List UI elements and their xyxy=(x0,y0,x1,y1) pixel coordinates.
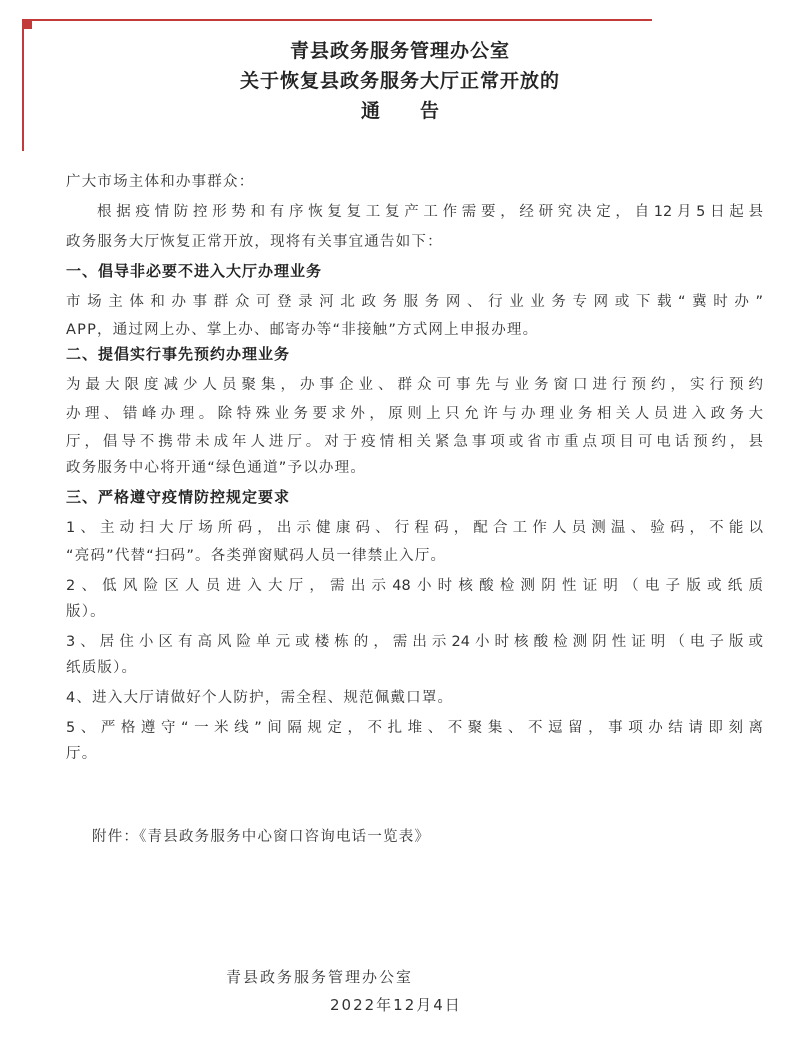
rule-2-line-2: 版）。 xyxy=(66,604,106,620)
rule-4: 4、进入大厅请做好个人防护，需全程、规范佩戴口罩。 xyxy=(66,690,454,706)
notice-subject: 关于恢复县政务服务大厅正常开放的 xyxy=(239,70,560,92)
attachment-note: 附件：《青县政务服务中心窗口咨询电话一览表》 xyxy=(92,829,431,845)
section2-line-4: 政务服务中心将开通“绿色通道”予以办理。 xyxy=(66,460,367,476)
section3-heading: 三、严格遵守疫情防控规定要求 xyxy=(66,488,291,506)
rule-3-line-1: 3、居住小区有高风险单元或楼栋的，需出示24小时核酸检测阴性证明（电子版或 xyxy=(66,634,763,650)
rule-1-line-2: “亮码”代替“扫码”。各类弹窗赋码人员一律禁止入厅。 xyxy=(66,548,447,564)
rule-2-line-1: 2、低风险区人员进入大厅，需出示48小时核酸检测阴性证明（电子版或纸质 xyxy=(66,578,763,594)
salutation: 广大市场主体和办事群众： xyxy=(66,174,255,190)
section2-line-3: 厅，倡导不携带未成年人进厅。对于疫情相关紧急事项或省市重点项目可电话预约，县 xyxy=(66,434,763,450)
signature-date: 2022年12月4日 xyxy=(330,996,462,1014)
issuer-title: 青县政务服务管理办公室 xyxy=(289,40,510,62)
notice-label: 通告 xyxy=(360,100,479,122)
intro-line-2: 政务服务大厅恢复正常开放，现将有关事宜通告如下： xyxy=(66,234,443,250)
rule-1-line-1: 1、主动扫大厅场所码，出示健康码、行程码，配合工作人员测温、验码，不能以 xyxy=(66,520,763,536)
section2-heading: 二、提倡实行事先预约办理业务 xyxy=(66,345,291,363)
rule-3-line-2: 纸质版）。 xyxy=(66,660,138,676)
intro-line-1: 根据疫情防控形势和有序恢复复工复产工作需要，经研究决定，自12月5日起县 xyxy=(97,204,763,220)
rule-5-line-1: 5、严格遵守“一米线”间隔规定，不扎堆、不聚集、不逗留，事项办结请即刻离 xyxy=(66,720,763,736)
header-rule-top xyxy=(22,19,652,21)
signature-org: 青县政务服务管理办公室 xyxy=(226,968,414,986)
section2-line-1: 为最大限度减少人员聚集，办事企业、群众可事先与业务窗口进行预约，实行预约 xyxy=(66,377,763,393)
rule-5-line-2: 厅。 xyxy=(66,746,98,762)
section2-line-2: 办理、错峰办理。除特殊业务要求外，原则上只允许与办理业务相关人员进入政务大 xyxy=(66,406,763,422)
section1-heading: 一、倡导非必要不进入大厅办理业务 xyxy=(66,262,323,280)
section1-line-2: APP，通过网上办、掌上办、邮寄办等“非接触”方式网上申报办理。 xyxy=(66,322,539,338)
section1-line-1: 市场主体和办事群众可登录河北政务服务网、行业业务专网或下载“冀时办” xyxy=(66,294,763,310)
